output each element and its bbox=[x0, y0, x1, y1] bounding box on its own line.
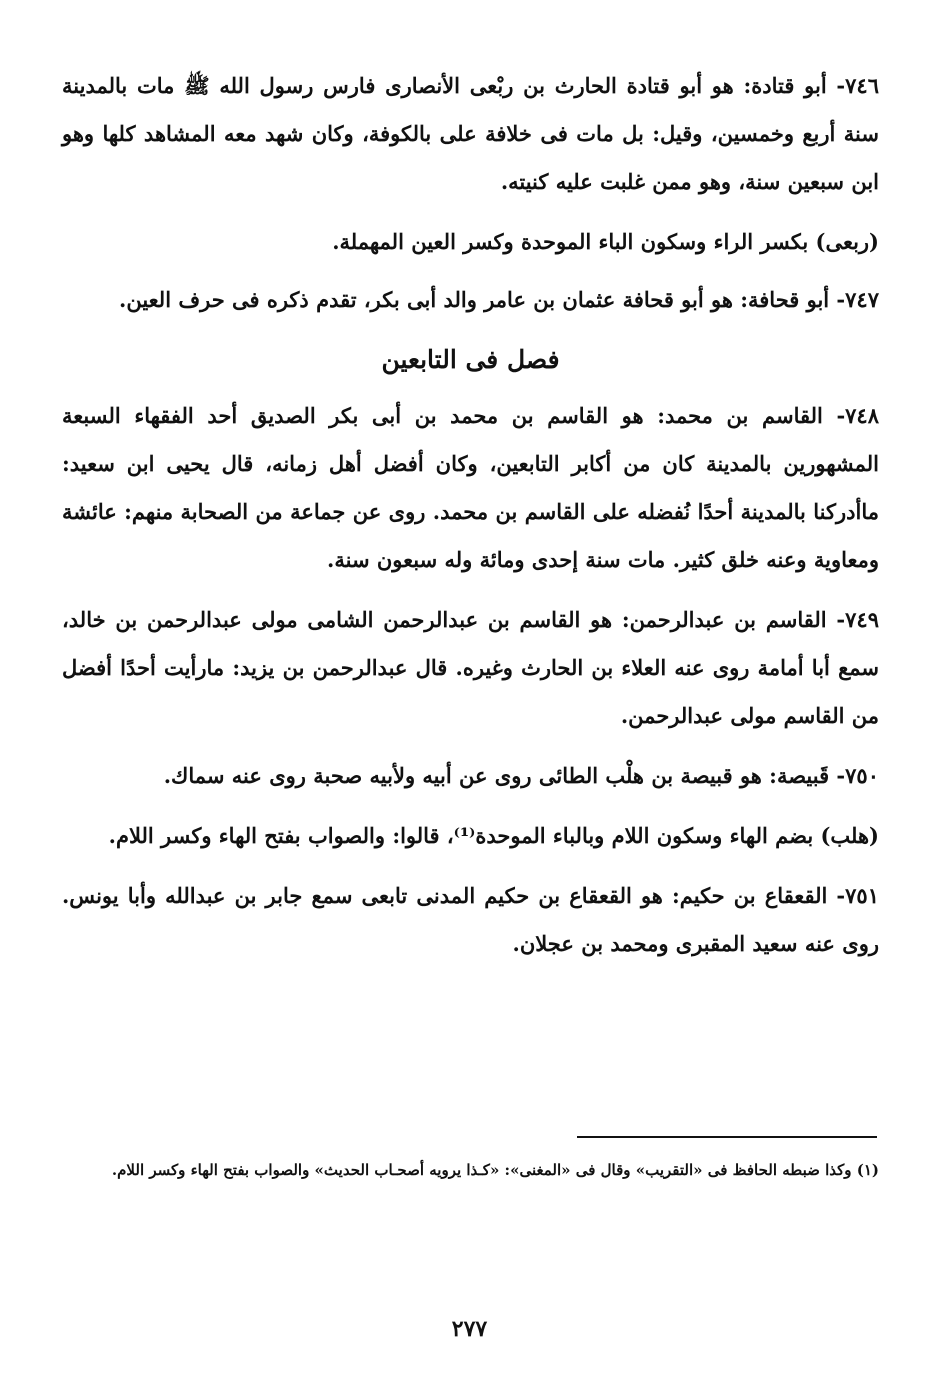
main-text bbox=[62, 62, 879, 980]
footnote-divider bbox=[577, 1136, 877, 1138]
section-heading: فصل فى التابعين bbox=[381, 345, 560, 374]
entry-749: ٧٤٩- القاسم بن عبدالرحمن: هو القاسم بن عبدالرحمن الشامى مولى عبدالرحمن بن خالد، سمع أبا أمامة روى عنه العلاء بن الحارث وغيره. قال عبدالرحمن بن يزيد: مارأيت أحدًا أفضل من القاسم مولى عبدالرحمن. bbox=[62, 607, 879, 728]
entry-746: ٧٤٦- أبو قتادة: هو أبو قتادة الحارث بن ربْعى الأنصارى فارس رسول الله ﷺ مات بالمدينة سنة أربع وخمسين، وقيل: بل مات فى خلافة على بالكوفة، وكان شهد معه المشاهد كلها وهو ابن سبعين سنة، وهو ممن غلبت عليه كنيته. bbox=[62, 73, 879, 194]
entry-747: ٧٤٧- أبو قحافة: هو أبو قحافة عثمان بن عامر والد أبى بكر، تقدم ذكره فى حرف العين. bbox=[119, 287, 879, 312]
note-ribi: (ربعى) بكسر الراء وسكون الباء الموحدة وكسر العين المهملة. bbox=[332, 229, 879, 254]
entry-751: ٧٥١- القعقاع بن حكيم: هو القعقاع بن حكيم المدنى تابعى سمع جابر بن عبدالله وأبا يونس. روى عنه سعيد المقبرى ومحمد بن عجلان. bbox=[62, 883, 879, 956]
note-hulb: (هلب) بضم الهاء وسكون اللام وبالباء الموحدة⁽¹⁾، قالوا: والصواب بفتح الهاء وكسر اللام. bbox=[108, 823, 879, 848]
page-number: ٢٧٧ bbox=[451, 1316, 488, 1342]
footnote: (١) وكذا ضبطه الحافظ فى «التقريب» وقال فى «المغنى»: «كـذا يرويه أصحـاب الحديث» والصواب بفتح الهاء وكسر اللام. bbox=[111, 1161, 879, 1179]
entry-750: ٧٥٠- قَبيصة: هو قبيصة بن هلْب الطائى روى عن أبيه ولأبيه صحبة روى عنه سماك. bbox=[163, 763, 879, 788]
entry-748: ٧٤٨- القاسم بن محمد: هو القاسم بن محمد بن أبى بكر الصديق أحد الفقهاء السبعة المشهورين بالمدينة كان من أكابر التابعين، وكان أفضل أهل زمانه، قال يحيى ابن سعيد: ماأدركنا بالمدينة أحدًا نُفضله على القاسم بن محمد. روى عن جماعة من الصحابة منهم: عائشة ومعاوية وعنه خلق كثير. مات سنة إحدى ومائة وله سبعون سنة. bbox=[62, 403, 879, 572]
